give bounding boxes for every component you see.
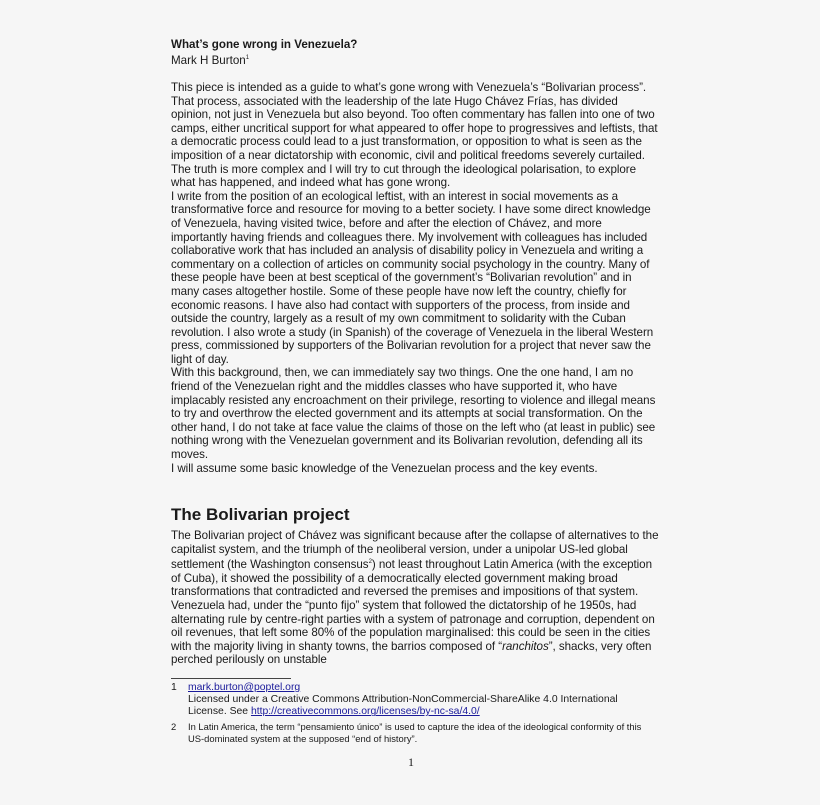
intro-paragraph: I write from the position of an ecological leftist, with an interest in social movements as a transformative force and resource for moving to a better society. I have some direct knowledge of Venezuela, having visited twice, before and after the election of Chávez, and more importantly having friends and colleagues there. My involvement with colleagues has included collaborative work that has included an analysis of disability policy in Venezuela and writing a commentary on a collection of articles on community social psychology in the country. Many of these people have been at best sceptical of the government’s “Bolivarian revolution” and in many cases altogether hostile. Some of these people have now left the country, chiefly for economic reasons. I have also had contact with supporters of the process, from inside and outside the country, largely as a result of my own commitment to solidarity with the Cuban revolution. I also wrote a study (in Spanish) of the coverage of Venezuela in the liberal Western press, commissioned by supporters of the Bolivarian revolution for a project that never saw the light of day. bbox=[171, 189, 654, 366]
author-name: Mark H Burton bbox=[171, 54, 246, 67]
footnote-number: 2 bbox=[171, 720, 177, 732]
document-title: What’s gone wrong in Venezuela? bbox=[171, 38, 358, 51]
footnote-email-link[interactable]: mark.burton@poptel.org bbox=[188, 682, 301, 693]
section-text: The Bolivarian project of Chávez was significant because after the collapse of alternatives to the capitalist system, and the triumph of the neoliberal version, under a unipolar US-led global settlement (the Washington consensus bbox=[171, 529, 659, 572]
section-paragraph bbox=[171, 529, 659, 667]
intro-paragraph: This piece is intended as a guide to what’s gone wrong with Venezuela’s “Bolivarian process”. That process, associated with the leadership of the late Hugo Chávez Frías, has divided opinion, not just in Venezuela but also beyond. Too often commentary has fallen into one of two camps, either uncritical support for what appeared to offer hope to progressives and leftists, that a democratic process could lead to a just transformation, or opposition to what is seen as the imposition of a near dictatorship with economic, civil and political freedoms severely curtailed. The truth is more complex and I will try to cut through the ideological polarisation, to explore what has happened, and indeed what has gone wrong. bbox=[171, 81, 658, 190]
footnote-number: 1 bbox=[171, 682, 177, 693]
footnote-license-text: Licensed under a Creative Commons Attribution-NonCommercial-ShareAlike 4.0 International License. See bbox=[188, 694, 618, 718]
page-number: 1 bbox=[408, 755, 414, 769]
footnote-1 bbox=[171, 682, 659, 719]
section-text: ”, shacks, very often perched perilously on unstable bbox=[171, 639, 652, 667]
author-footnote-ref[interactable]: 1 bbox=[245, 55, 250, 61]
intro-paragraph: I will assume some basic knowledge of the Venezuelan process and the key events. bbox=[171, 461, 598, 475]
footnote-separator bbox=[171, 678, 291, 679]
section-text: ) not least throughout Latin America (with the exception of Cuba), it showed the possibility of a democratically elected government making broad transformations that contradicted and reversed the premises and impositions of that system. Venezuela had, under the “punto fijo” system that followed the dictatorship of he 1950s, had alternating rule by centre-right parties with a system of patronage and corruption, dependent on oil revenues, that left some 80% of the population marginalised: this could be seen in the cities with the majority living in shanty towns, the barrios composed of “ bbox=[171, 558, 655, 653]
section-text-italic: ranchitos bbox=[502, 639, 549, 653]
footnotes bbox=[171, 682, 659, 745]
intro-section bbox=[171, 81, 659, 475]
footnote-license-link[interactable]: http://creativecommons.org/licenses/by-nc-sa/4.0/ bbox=[250, 706, 480, 718]
intro-paragraph: With this background, then, we can immediately say two things. One the one hand, I am no friend of the Venezuelan right and the middles classes who have supported it, who have implacably resisted any encroachment on their privilege, resorting to violence and illegal means to try and overthrow the elected government and its attempts at social transformation. On the other hand, I do not take at face value the claims of those on the left who (at least in public) see nothing wrong with the Venezuelan government and its Bolivarian revolution, defending all its moves. bbox=[171, 366, 656, 462]
section-heading: The Bolivarian project bbox=[171, 505, 350, 524]
footnote-2 bbox=[171, 721, 659, 745]
footnote-text: In Latin America, the term “pensamiento único” is used to capture the idea of the ideological conformity of this US-dominated system at the supposed “end of history”. bbox=[188, 720, 642, 744]
section-footnote-ref[interactable]: 2 bbox=[368, 559, 372, 566]
author-line bbox=[171, 52, 659, 67]
